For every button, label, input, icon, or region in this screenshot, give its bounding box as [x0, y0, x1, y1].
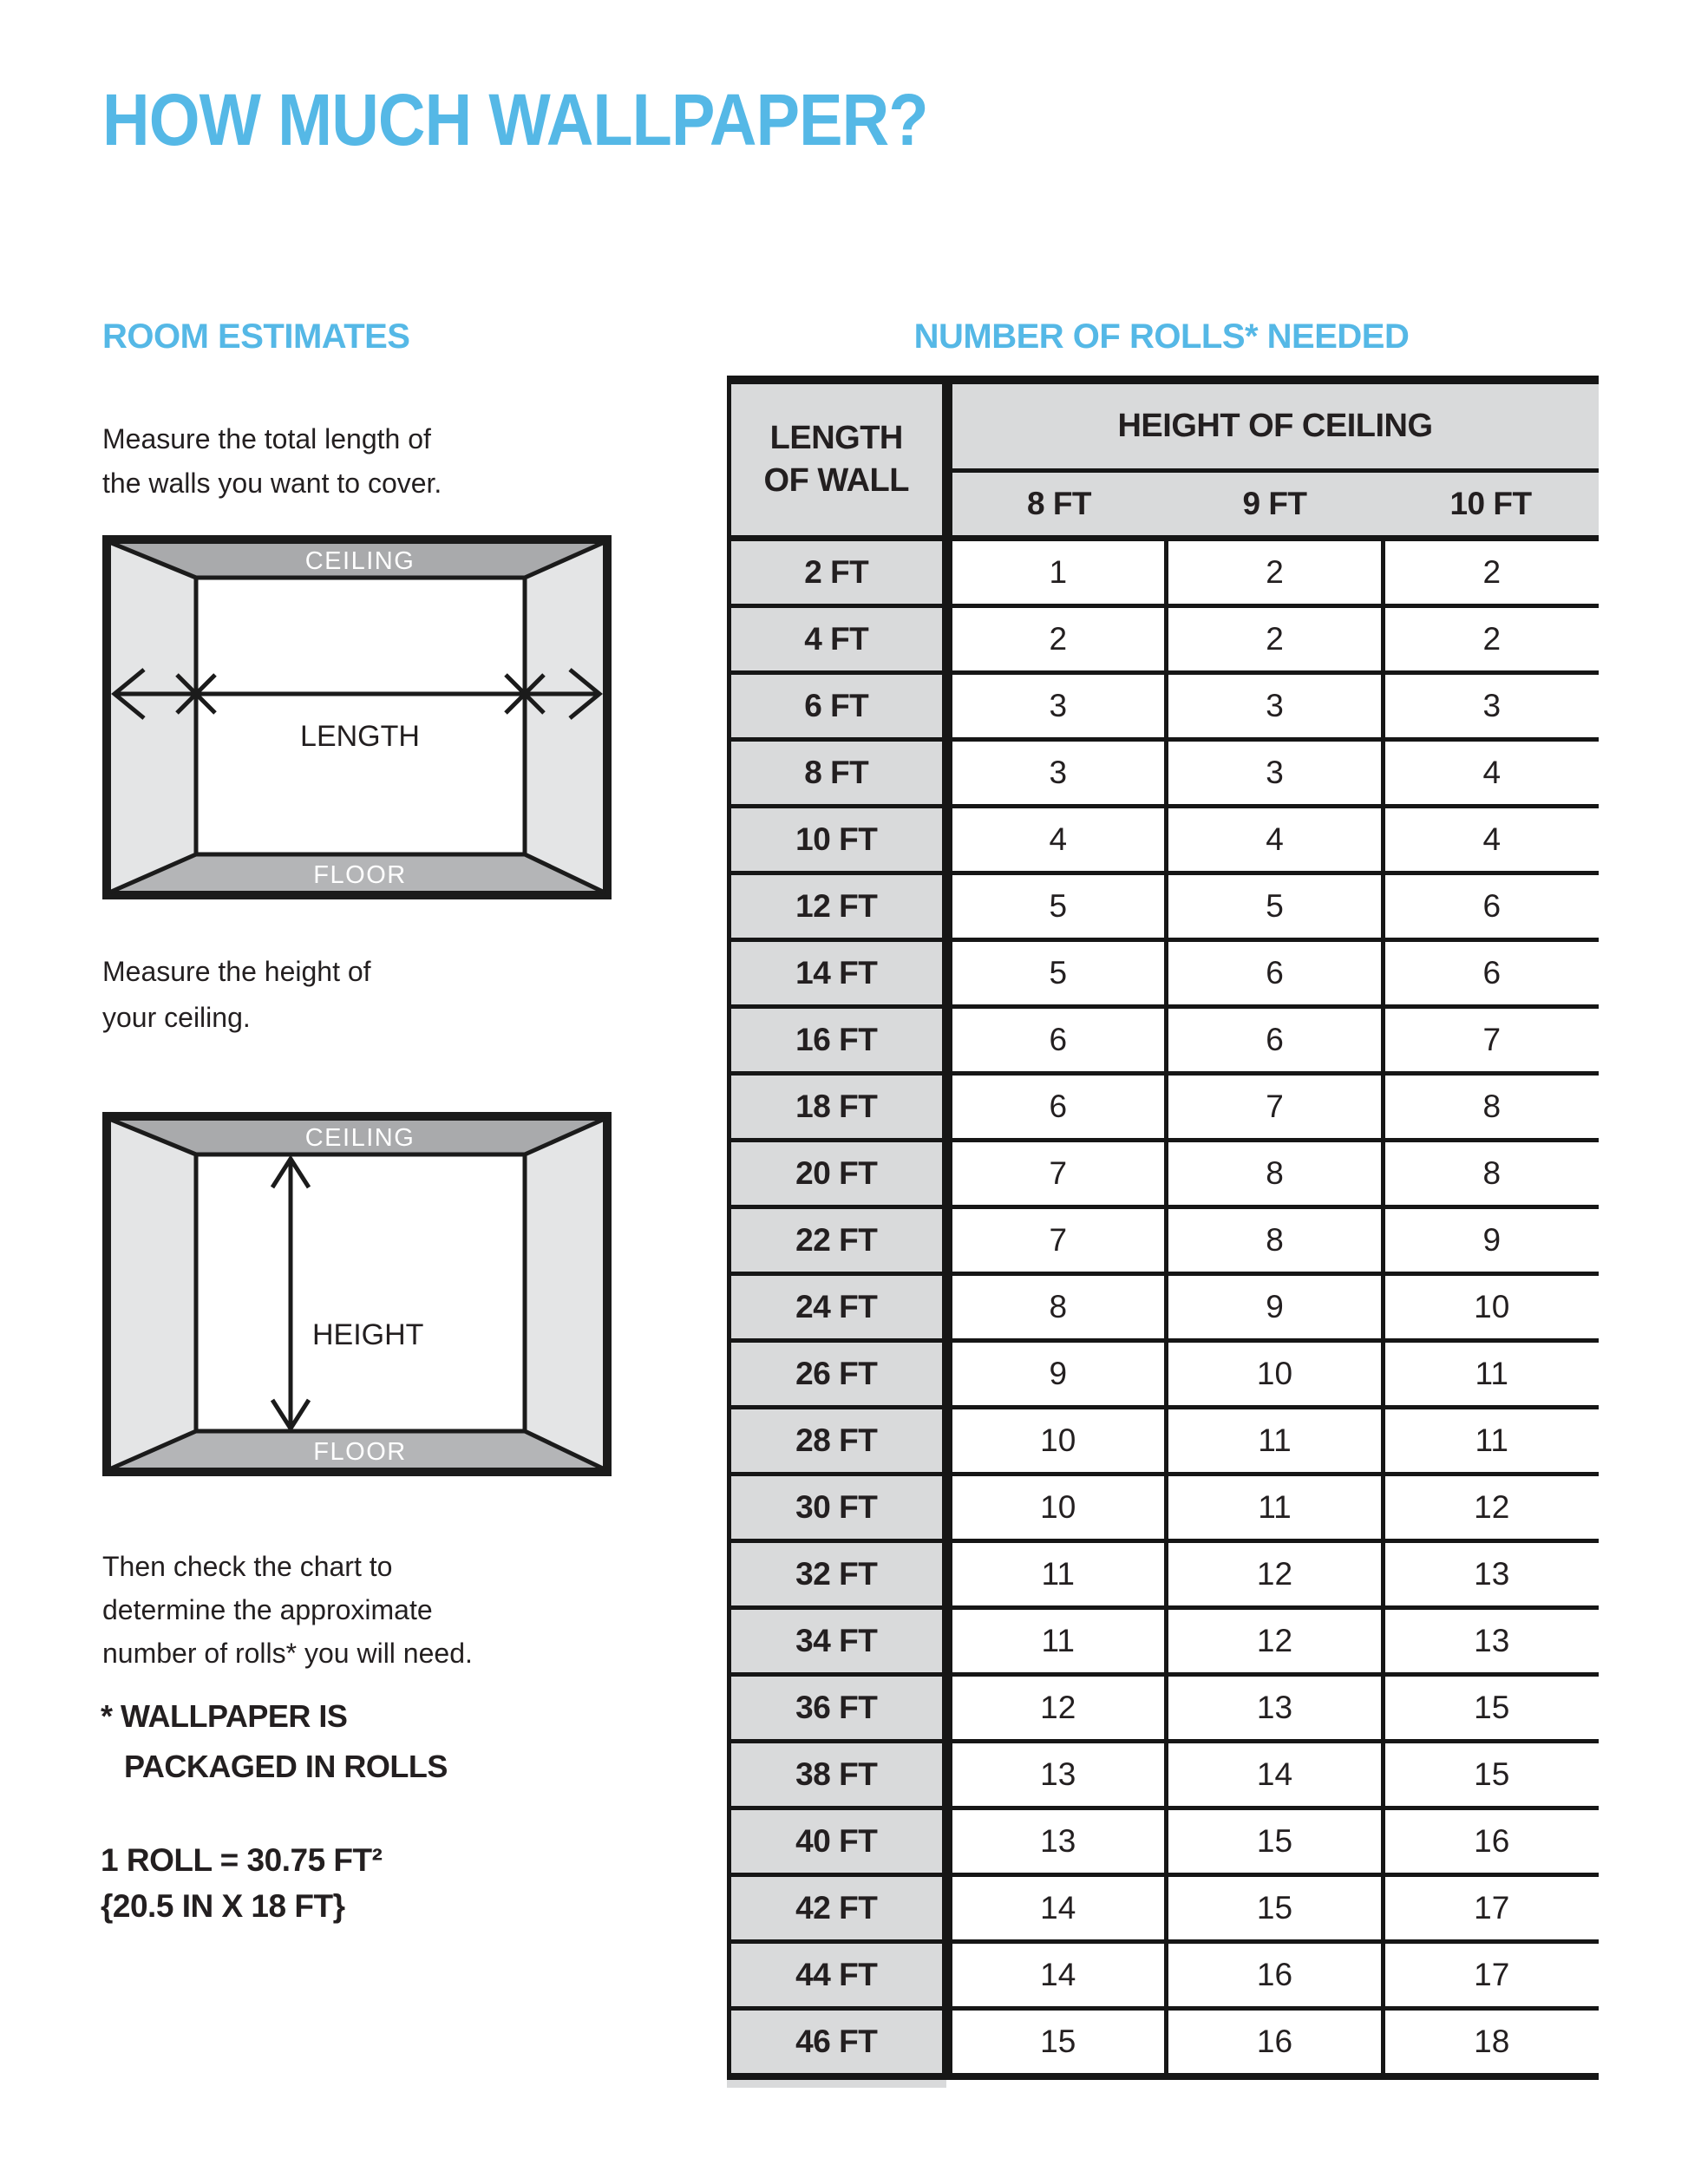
row-length-label: 10 FT: [730, 807, 947, 873]
table-row: [730, 1341, 1599, 1408]
rolls-table-body: [730, 539, 1599, 2077]
rolls-value-cell: 3: [947, 673, 1167, 740]
rolls-value-cell: 4: [1384, 740, 1599, 807]
rolls-value-cell: 4: [1167, 807, 1384, 873]
table-row: [730, 1875, 1599, 1942]
row-length-label: 44 FT: [730, 1942, 947, 2009]
rolls-value-cell: 18: [1384, 2009, 1599, 2077]
rolls-value-cell: 3: [1167, 740, 1384, 807]
height-note-paragraph: [102, 949, 371, 1041]
rolls-value-cell: 13: [1384, 1608, 1599, 1675]
rolls-value-cell: 10: [1167, 1341, 1384, 1408]
rolls-value-cell: 15: [1384, 1742, 1599, 1808]
right-wall-surface: [525, 1121, 603, 1468]
height-of-ceiling-header: HEIGHT OF CEILING: [947, 380, 1599, 471]
rolls-value-cell: 13: [947, 1742, 1167, 1808]
rolls-value-cell: 11: [1384, 1408, 1599, 1475]
height-label: HEIGHT: [312, 1318, 424, 1351]
rolls-value-cell: 7: [947, 1141, 1167, 1207]
roll-spec-line: {20.5 IN X 18 FT}: [101, 1888, 345, 1924]
rolls-value-cell: 9: [947, 1341, 1167, 1408]
row-length-label: 16 FT: [730, 1007, 947, 1074]
row-length-label: 8 FT: [730, 740, 947, 807]
rolls-value-cell: 11: [947, 1608, 1167, 1675]
footnote-line: * WALLPAPER IS: [101, 1698, 348, 1734]
table-row: [730, 740, 1599, 807]
row-length-label: 36 FT: [730, 1675, 947, 1742]
rolls-table: [727, 376, 1599, 2080]
rolls-value-cell: 6: [1384, 873, 1599, 940]
row-length-label: 46 FT: [730, 2009, 947, 2077]
row-length-label: 40 FT: [730, 1808, 947, 1875]
roll-spec: [101, 1837, 382, 1929]
rolls-value-cell: 8: [1384, 1074, 1599, 1141]
rolls-value-cell: 8: [1384, 1141, 1599, 1207]
table-row: [730, 1274, 1599, 1341]
row-length-label: 14 FT: [730, 940, 947, 1007]
height-note-line: Measure the height of: [102, 956, 371, 987]
rolls-value-cell: 9: [1384, 1207, 1599, 1274]
table-row: [730, 2009, 1599, 2077]
row-length-label: 30 FT: [730, 1475, 947, 1541]
wallpaper-rolls-footnote: [101, 1691, 448, 1792]
rolls-value-cell: 7: [1384, 1007, 1599, 1074]
ceiling-label: CEILING: [304, 547, 415, 575]
rolls-value-cell: 12: [1167, 1608, 1384, 1675]
rolls-value-cell: 15: [947, 2009, 1167, 2077]
ceiling-height-column-header: 9 FT: [1167, 471, 1384, 539]
table-row: [730, 807, 1599, 873]
table-row: [730, 940, 1599, 1007]
table-row: [730, 606, 1599, 673]
floor-label: FLOOR: [313, 1438, 407, 1466]
intro-line: Measure the total length of: [102, 423, 431, 454]
back-wall: [196, 1154, 525, 1431]
table-row: [730, 873, 1599, 940]
chart-note-line: Then check the chart to: [102, 1551, 393, 1582]
room-height-diagram: [102, 1112, 612, 1476]
rolls-value-cell: 16: [1167, 1942, 1384, 2009]
rolls-value-cell: 13: [947, 1808, 1167, 1875]
rolls-value-cell: 9: [1167, 1274, 1384, 1341]
ceiling-label: CEILING: [304, 1124, 415, 1152]
table-row: [730, 1742, 1599, 1808]
rolls-value-cell: 8: [947, 1274, 1167, 1341]
rolls-value-cell: 8: [1167, 1207, 1384, 1274]
rolls-value-cell: 13: [1384, 1541, 1599, 1608]
height-note-line: your ceiling.: [102, 1002, 251, 1033]
row-length-label: 34 FT: [730, 1608, 947, 1675]
rolls-value-cell: 2: [947, 606, 1167, 673]
chart-note-line: determine the approximate: [102, 1594, 433, 1625]
rolls-value-cell: 6: [1167, 940, 1384, 1007]
table-row: [730, 1808, 1599, 1875]
rolls-value-cell: 10: [947, 1408, 1167, 1475]
rolls-value-cell: 2: [1167, 539, 1384, 606]
rolls-value-cell: 2: [1384, 606, 1599, 673]
rolls-value-cell: 15: [1167, 1808, 1384, 1875]
rolls-value-cell: 5: [947, 940, 1167, 1007]
table-row: [730, 673, 1599, 740]
row-length-label: 38 FT: [730, 1742, 947, 1808]
rolls-value-cell: 2: [1384, 539, 1599, 606]
left-wall-surface: [111, 1121, 196, 1468]
rolls-value-cell: 12: [947, 1675, 1167, 1742]
table-row: [730, 1541, 1599, 1608]
table-row: [730, 1074, 1599, 1141]
table-row: [730, 1207, 1599, 1274]
rolls-value-cell: 11: [1384, 1341, 1599, 1408]
table-row: [730, 1675, 1599, 1742]
table-row: [730, 1007, 1599, 1074]
chart-note-paragraph: [102, 1545, 473, 1675]
table-footer-stub: [727, 2080, 946, 2088]
rolls-value-cell: 11: [1167, 1408, 1384, 1475]
rolls-needed-heading: NUMBER OF ROLLS* NEEDED: [913, 317, 1410, 356]
rolls-value-cell: 6: [947, 1074, 1167, 1141]
page-title: HOW MUCH WALLPAPER?: [102, 79, 928, 160]
rolls-value-cell: 13: [1167, 1675, 1384, 1742]
left-wall-surface: [111, 544, 196, 891]
rolls-value-cell: 5: [1167, 873, 1384, 940]
row-length-label: 20 FT: [730, 1141, 947, 1207]
rolls-value-cell: 3: [947, 740, 1167, 807]
rolls-table-wrap: [727, 376, 1596, 2088]
rolls-value-cell: 2: [1167, 606, 1384, 673]
ceiling-height-column-header: 10 FT: [1384, 471, 1599, 539]
rolls-value-cell: 14: [947, 1942, 1167, 2009]
intro-line: the walls you want to cover.: [102, 468, 442, 499]
row-length-label: 22 FT: [730, 1207, 947, 1274]
row-length-label: 24 FT: [730, 1274, 947, 1341]
rolls-value-cell: 10: [947, 1475, 1167, 1541]
row-length-label: 42 FT: [730, 1875, 947, 1942]
room-length-diagram: [102, 535, 612, 899]
rolls-value-cell: 14: [947, 1875, 1167, 1942]
rolls-value-cell: 4: [947, 807, 1167, 873]
chart-note-line: number of rolls* you will need.: [102, 1638, 473, 1669]
rolls-value-cell: 5: [947, 873, 1167, 940]
rolls-value-cell: 15: [1384, 1675, 1599, 1742]
row-length-label: 2 FT: [730, 539, 947, 606]
row-length-label: 18 FT: [730, 1074, 947, 1141]
rolls-value-cell: 6: [947, 1007, 1167, 1074]
table-row: [730, 1608, 1599, 1675]
roll-spec-line: 1 ROLL = 30.75 FT²: [101, 1842, 383, 1878]
row-length-label: 32 FT: [730, 1541, 947, 1608]
rolls-value-cell: 8: [1167, 1141, 1384, 1207]
ceiling-height-column-header: 8 FT: [947, 471, 1167, 539]
footnote-line: PACKAGED IN ROLLS: [124, 1749, 448, 1784]
intro-paragraph: [102, 417, 442, 506]
table-row: [730, 1141, 1599, 1207]
room-estimates-heading: ROOM ESTIMATES: [102, 317, 410, 356]
rolls-value-cell: 17: [1384, 1942, 1599, 2009]
rolls-value-cell: 11: [947, 1541, 1167, 1608]
rolls-value-cell: 10: [1384, 1274, 1599, 1341]
rolls-value-cell: 6: [1384, 940, 1599, 1007]
table-row: [730, 1942, 1599, 2009]
length-of-wall-header: LENGTH OF WALL: [730, 380, 947, 539]
rolls-value-cell: 17: [1384, 1875, 1599, 1942]
row-length-label: 12 FT: [730, 873, 947, 940]
row-length-label: 26 FT: [730, 1341, 947, 1408]
rolls-value-cell: 7: [1167, 1074, 1384, 1141]
row-length-label: 6 FT: [730, 673, 947, 740]
rolls-value-cell: 11: [1167, 1475, 1384, 1541]
rolls-value-cell: 12: [1384, 1475, 1599, 1541]
rolls-value-cell: 14: [1167, 1742, 1384, 1808]
rolls-value-cell: 4: [1384, 807, 1599, 873]
rolls-value-cell: 3: [1167, 673, 1384, 740]
rolls-value-cell: 16: [1167, 2009, 1384, 2077]
row-length-label: 28 FT: [730, 1408, 947, 1475]
rolls-value-cell: 3: [1384, 673, 1599, 740]
rolls-value-cell: 15: [1167, 1875, 1384, 1942]
rolls-value-cell: 1: [947, 539, 1167, 606]
table-row: [730, 539, 1599, 606]
rolls-value-cell: 12: [1167, 1541, 1384, 1608]
length-label: LENGTH: [300, 720, 420, 753]
row-length-label: 4 FT: [730, 606, 947, 673]
rolls-value-cell: 6: [1167, 1007, 1384, 1074]
rolls-value-cell: 16: [1384, 1808, 1599, 1875]
table-row: [730, 1475, 1599, 1541]
table-row: [730, 1408, 1599, 1475]
right-wall-surface: [525, 544, 603, 891]
rolls-value-cell: 7: [947, 1207, 1167, 1274]
back-wall: [196, 578, 525, 854]
floor-label: FLOOR: [313, 861, 407, 889]
